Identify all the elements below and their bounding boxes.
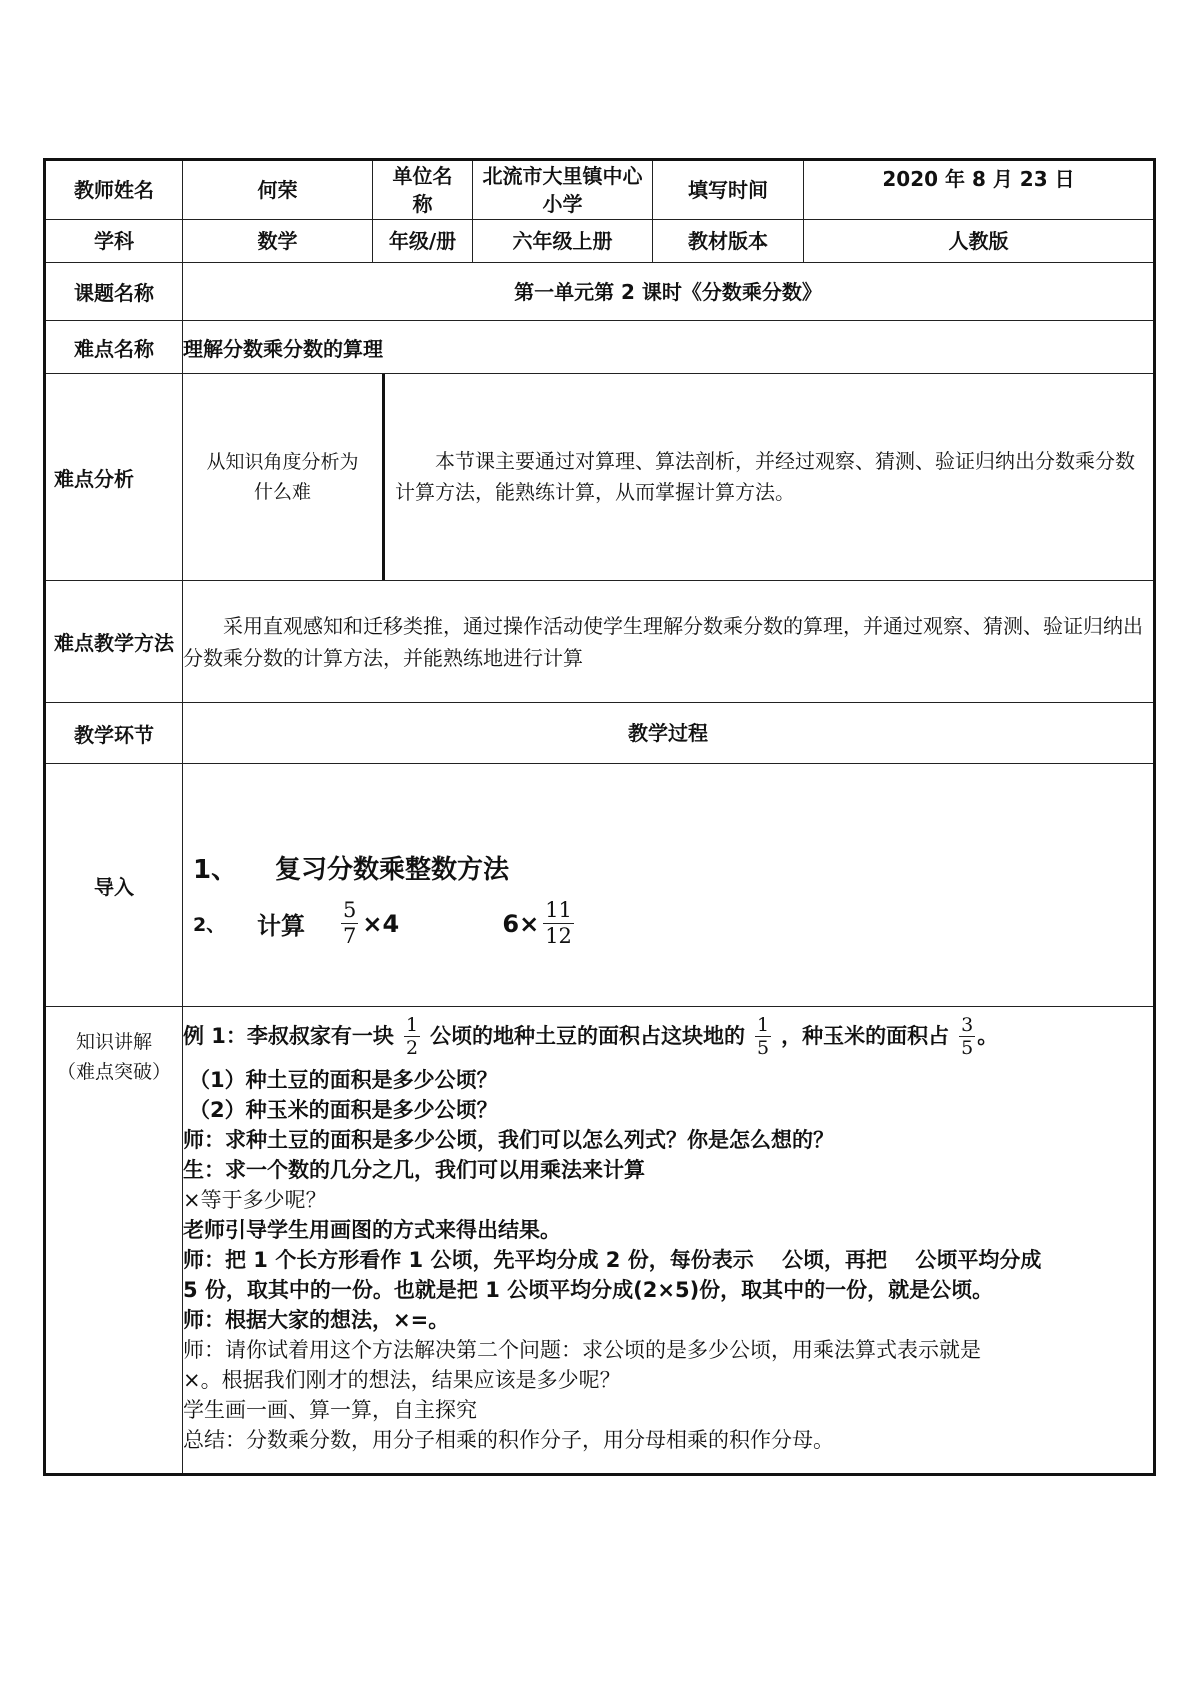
- intro-item-2-text: 计算: [257, 912, 305, 940]
- date-label: 填写时间: [653, 160, 804, 220]
- explain-line-1: 师：求种土豆的面积是多少公顷，我们可以怎么列式？你是怎么想的？: [183, 1128, 834, 1152]
- expr2-denominator: 12: [545, 924, 572, 948]
- analysis-sub-label-line1: 从知识角度分析为: [206, 451, 359, 473]
- topic-label: 课题名称: [45, 263, 183, 321]
- knowledge-row: [45, 1007, 1155, 1475]
- analysis-text-wrap: [385, 374, 1153, 580]
- unit-label-line1: 单位名: [392, 164, 453, 188]
- teacher-label: 教师姓名: [45, 160, 183, 220]
- date-value: 2020 年 8 月 23 日: [804, 160, 1155, 220]
- grade-label: 年级/册: [373, 220, 473, 263]
- explain-line-2: 生：求一个数的几分之几，我们可以用乘法来计算: [183, 1158, 645, 1182]
- difficulty-label: 难点名称: [45, 321, 183, 374]
- analysis-sub-label: [183, 374, 385, 580]
- intro-item-1: [193, 849, 1153, 886]
- expr2-head: 6×: [502, 909, 540, 938]
- example-text-a: 例 1：李叔叔家有一块: [183, 1024, 394, 1048]
- method-label: 难点教学方法: [45, 581, 183, 703]
- process-label: 教学环节: [45, 703, 183, 764]
- edition-label: 教材版本: [653, 220, 804, 263]
- grade-value: 六年级上册: [473, 220, 653, 263]
- example-line: [183, 1007, 1153, 1065]
- subject-label: 学科: [45, 220, 183, 263]
- fraction-three-fifths-den: 5: [961, 1036, 974, 1059]
- edition-value: 人教版: [804, 220, 1155, 263]
- example-text-b: 公顷的地种土豆的面积占这块地的: [430, 1024, 746, 1048]
- method-row: [45, 581, 1155, 703]
- example-text-d: 。: [977, 1024, 999, 1048]
- expr1-denominator: 7: [343, 924, 357, 948]
- method-text: 采用直观感知和迁移类推，通过操作活动使学生理解分数乘分数的算理，并通过观察、猜测、验证归纳出分数乘分数的计算方法，并能熟练地进行计算: [183, 613, 1143, 670]
- explain-line-5: 师：把 1 个长方形看作 1 公顷，先平均分成 2 份，每份表示 公顷，再把 公顷平均分成: [183, 1248, 1042, 1272]
- expr1-tail: ×4: [362, 909, 400, 938]
- fraction-half: [404, 1014, 420, 1059]
- topic-value: 第一单元第 2 课时《分数乘分数》: [183, 263, 1155, 321]
- knowledge-label-line2: （难点突破）: [56, 1061, 171, 1083]
- intro-row: [45, 764, 1155, 1007]
- process-value: 教学过程: [183, 703, 1155, 764]
- unit-value-line2: 小学: [542, 192, 583, 216]
- fraction-fifth-num: 1: [757, 1013, 770, 1036]
- fraction-half-den: 2: [405, 1036, 419, 1059]
- unit-label: [373, 160, 473, 220]
- explain-line-7: 师：根据大家的想法，×=。: [183, 1308, 450, 1332]
- difficulty-value: 理解分数乘分数的算理: [183, 321, 1155, 374]
- difficulty-row: [45, 321, 1155, 374]
- fraction-fifth: [755, 1014, 771, 1059]
- analysis-row: [45, 374, 1155, 581]
- unit-label-line2: 称: [412, 192, 433, 216]
- intro-item-2: [193, 898, 1153, 949]
- question-2: （2）种玉米的面积是多少公顷？: [189, 1098, 498, 1122]
- fraction-three-fifths: [959, 1014, 975, 1059]
- explain-line-8: 师：请你试着用这个方法解决第二个问题：求公顷的是多少公顷，用乘法算式表示就是: [183, 1338, 981, 1362]
- explain-line-4: 老师引导学生用画图的方式来得出结果。: [183, 1218, 561, 1242]
- intro-item-1-number: 1、: [193, 855, 238, 885]
- knowledge-cell: [183, 1007, 1155, 1475]
- analysis-sub-label-line2: 什么难: [253, 481, 311, 503]
- subject-value: 数学: [183, 220, 373, 263]
- explain-line-3: ×等于多少呢？: [183, 1188, 327, 1212]
- explain-line-9: ×。根据我们刚才的想法，结果应该是多少呢？: [183, 1368, 621, 1392]
- topic-row: [45, 263, 1155, 321]
- expr1-fraction: [341, 898, 358, 949]
- intro-label: 导入: [45, 764, 183, 1007]
- example-text-c: ，种玉米的面积占: [781, 1024, 950, 1048]
- header-row-1: [45, 160, 1155, 220]
- intro-item-1-text: 复习分数乘整数方法: [275, 855, 510, 885]
- teacher-value: 何荣: [183, 160, 373, 220]
- analysis-text: 本节课主要通过对算理、算法剖析，并经过观察、猜测、验证归纳出分数乘分数计算方法，能熟练计算，从而掌握计算方法。: [395, 449, 1135, 504]
- unit-value-line1: 北流市大里镇中心: [482, 164, 643, 188]
- expr1-numerator: 5: [343, 898, 357, 922]
- summary-line: 总结：分数乘分数，用分子相乘的积作分子，用分母相乘的积作分母。: [183, 1428, 834, 1452]
- expr2-numerator: 11: [545, 898, 572, 922]
- header-row-2: [45, 220, 1155, 263]
- process-row: [45, 703, 1155, 764]
- explain-line-10: 学生画一画、算一算，自主探究: [183, 1398, 477, 1422]
- knowledge-label: [45, 1007, 183, 1475]
- analysis-label: 难点分析: [45, 374, 183, 581]
- explain-line-6: 5 份，取其中的一份。也就是把 1 公顷平均分成(2×5)份，取其中的一份，就是公顷。: [183, 1278, 994, 1302]
- analysis-inner: [183, 374, 1153, 580]
- lesson-plan-table: [43, 158, 1156, 1476]
- unit-value: [473, 160, 653, 220]
- fraction-three-fifths-num: 3: [961, 1013, 974, 1036]
- knowledge-label-line1: 知识讲解: [75, 1031, 152, 1053]
- question-1: （1）种土豆的面积是多少公顷？: [189, 1068, 498, 1092]
- fraction-fifth-den: 5: [757, 1036, 770, 1059]
- intro-cell: [183, 764, 1155, 1007]
- fraction-half-num: 1: [405, 1013, 419, 1036]
- expr2-fraction: [543, 898, 574, 949]
- intro-item-2-number: 2、: [193, 914, 226, 936]
- method-cell: [183, 581, 1155, 703]
- analysis-cell: [183, 374, 1155, 581]
